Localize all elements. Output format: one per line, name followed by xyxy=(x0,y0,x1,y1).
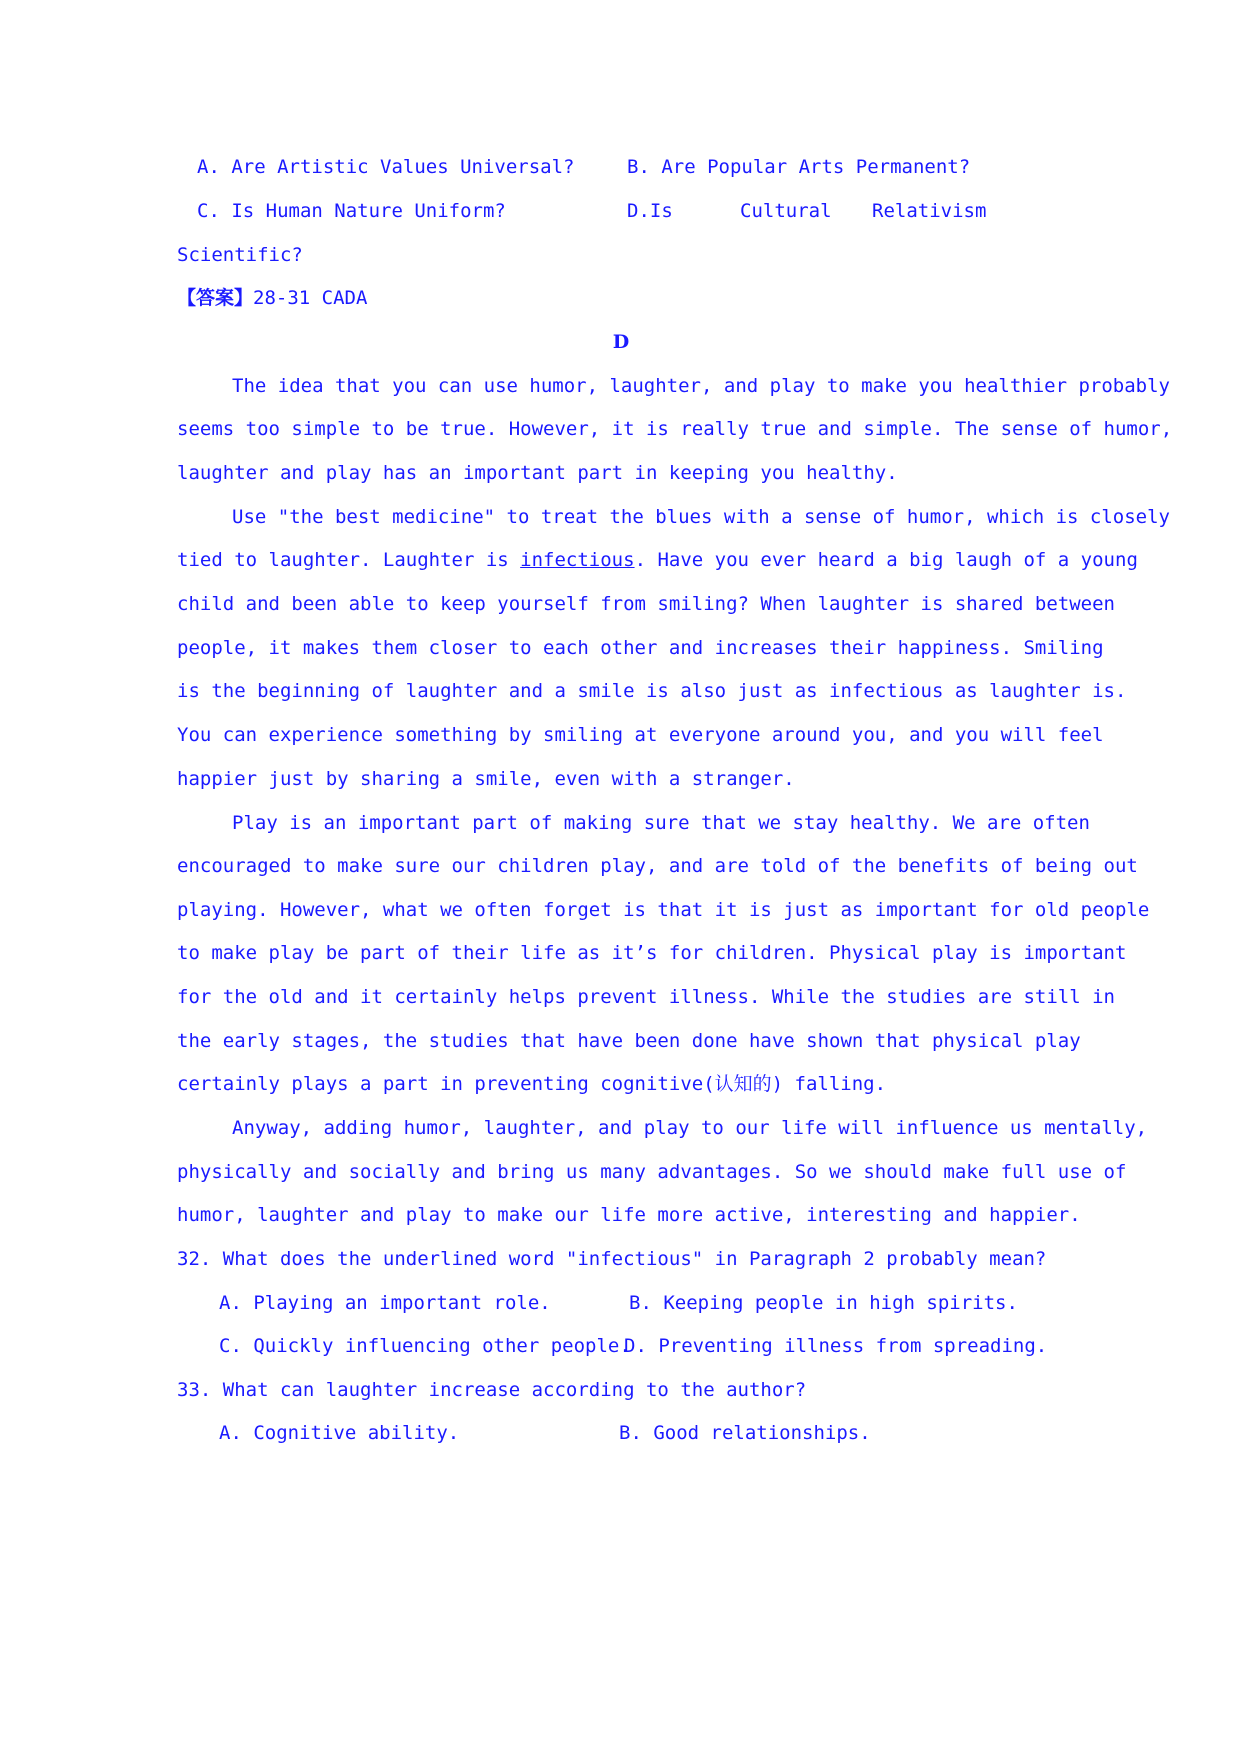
question-32: 32. What does the underlined word "infectious" in Paragraph 2 probably mean? xyxy=(177,1248,1047,1270)
prev-option-c: C. Is Human Nature Uniform? xyxy=(197,200,506,222)
prev-option-d-part2: Cultural xyxy=(740,200,832,222)
p2-line-4: people, it makes them closer to each other and increases their happiness. Smiling xyxy=(177,637,1104,659)
p2-line-2-start: tied to laughter. Laughter is xyxy=(177,549,521,571)
answer-text: 28-31 CADA xyxy=(253,287,368,309)
prev-option-d-continuation: Scientific? xyxy=(177,244,303,266)
p2-line-2-end: . Have you ever heard a big laugh of a young xyxy=(634,549,1138,571)
p3-line-7: certainly plays a part in preventing cognitive(认知的) falling. xyxy=(177,1073,887,1095)
answer-label: 【答案】 xyxy=(177,287,254,309)
p2-line-6: You can experience something by smiling at everyone around you, and you will feel xyxy=(177,724,1104,746)
section-heading: D xyxy=(612,331,630,353)
p1-line-3: laughter and play has an important part in keeping you healthy. xyxy=(177,462,898,484)
p2-line-5: is the beginning of laughter and a smile is also just as infectious as laughter is. xyxy=(177,680,1127,702)
answer-line xyxy=(177,281,1065,315)
q33-option-a: A. Cognitive ability. xyxy=(219,1422,460,1444)
prev-option-d-part3: Relativism xyxy=(872,200,987,222)
q32-option-c: C. Quickly influencing other people. xyxy=(219,1335,631,1357)
p2-line-2 xyxy=(177,543,1138,577)
q32-options-row-1 xyxy=(177,1286,1065,1320)
p3-line-1: Play is an important part of making sure that we stay healthy. We are often xyxy=(232,812,1090,834)
p3-line-3: playing. However, what we often forget is that it is just as important for old people xyxy=(177,899,1150,921)
p3-line-5: for the old and it certainly helps prevent illness. While the studies are still in xyxy=(177,986,1115,1008)
p3-line-4: to make play be part of their life as it’s for children. Physical play is important xyxy=(177,942,1127,964)
p4-line-1: Anyway, adding humor, laughter, and play to our life will influence us mentally, xyxy=(232,1117,1148,1139)
question-33: 33. What can laughter increase according to the author? xyxy=(177,1379,807,1401)
p3-line-2: encouraged to make sure our children play, and are told of the benefits of being out xyxy=(177,855,1138,877)
q32-option-a: A. Playing an important role. xyxy=(219,1292,551,1314)
prev-option-d-part1: D.Is xyxy=(627,200,673,222)
p1-line-1: The idea that you can use humor, laughter, and play to make you healthier probably xyxy=(232,375,1170,397)
p4-line-2: physically and socially and bring us many advantages. So we should make full use of xyxy=(177,1161,1127,1183)
q33-options-row-1 xyxy=(177,1416,1065,1450)
prev-option-a: A. Are Artistic Values Universal? xyxy=(197,156,575,178)
prev-options-row-1 xyxy=(177,150,1065,184)
q32-option-b: B. Keeping people in high spirits. xyxy=(629,1292,1018,1314)
p2-line-3: child and been able to keep yourself from smiling? When laughter is shared between xyxy=(177,593,1115,615)
p2-line-7: happier just by sharing a smile, even with a stranger. xyxy=(177,768,795,790)
q33-option-b: B. Good relationships. xyxy=(619,1422,871,1444)
p1-line-2: seems too simple to be true. However, it is really true and simple. The sense of humor, xyxy=(177,418,1173,440)
p2-line-1: Use "the best medicine" to treat the blues with a sense of humor, which is closely xyxy=(232,506,1170,528)
q32-option-d: D. Preventing illness from spreading. xyxy=(624,1335,1048,1357)
prev-option-b: B. Are Popular Arts Permanent? xyxy=(627,156,971,178)
prev-options-row-2 xyxy=(177,194,1065,228)
q32-options-row-2 xyxy=(177,1329,1065,1363)
p3-line-6: the early stages, the studies that have been done have shown that physical play xyxy=(177,1030,1081,1052)
p4-line-3: humor, laughter and play to make our life more active, interesting and happier. xyxy=(177,1204,1081,1226)
underlined-word-infectious: infectious xyxy=(520,549,635,571)
